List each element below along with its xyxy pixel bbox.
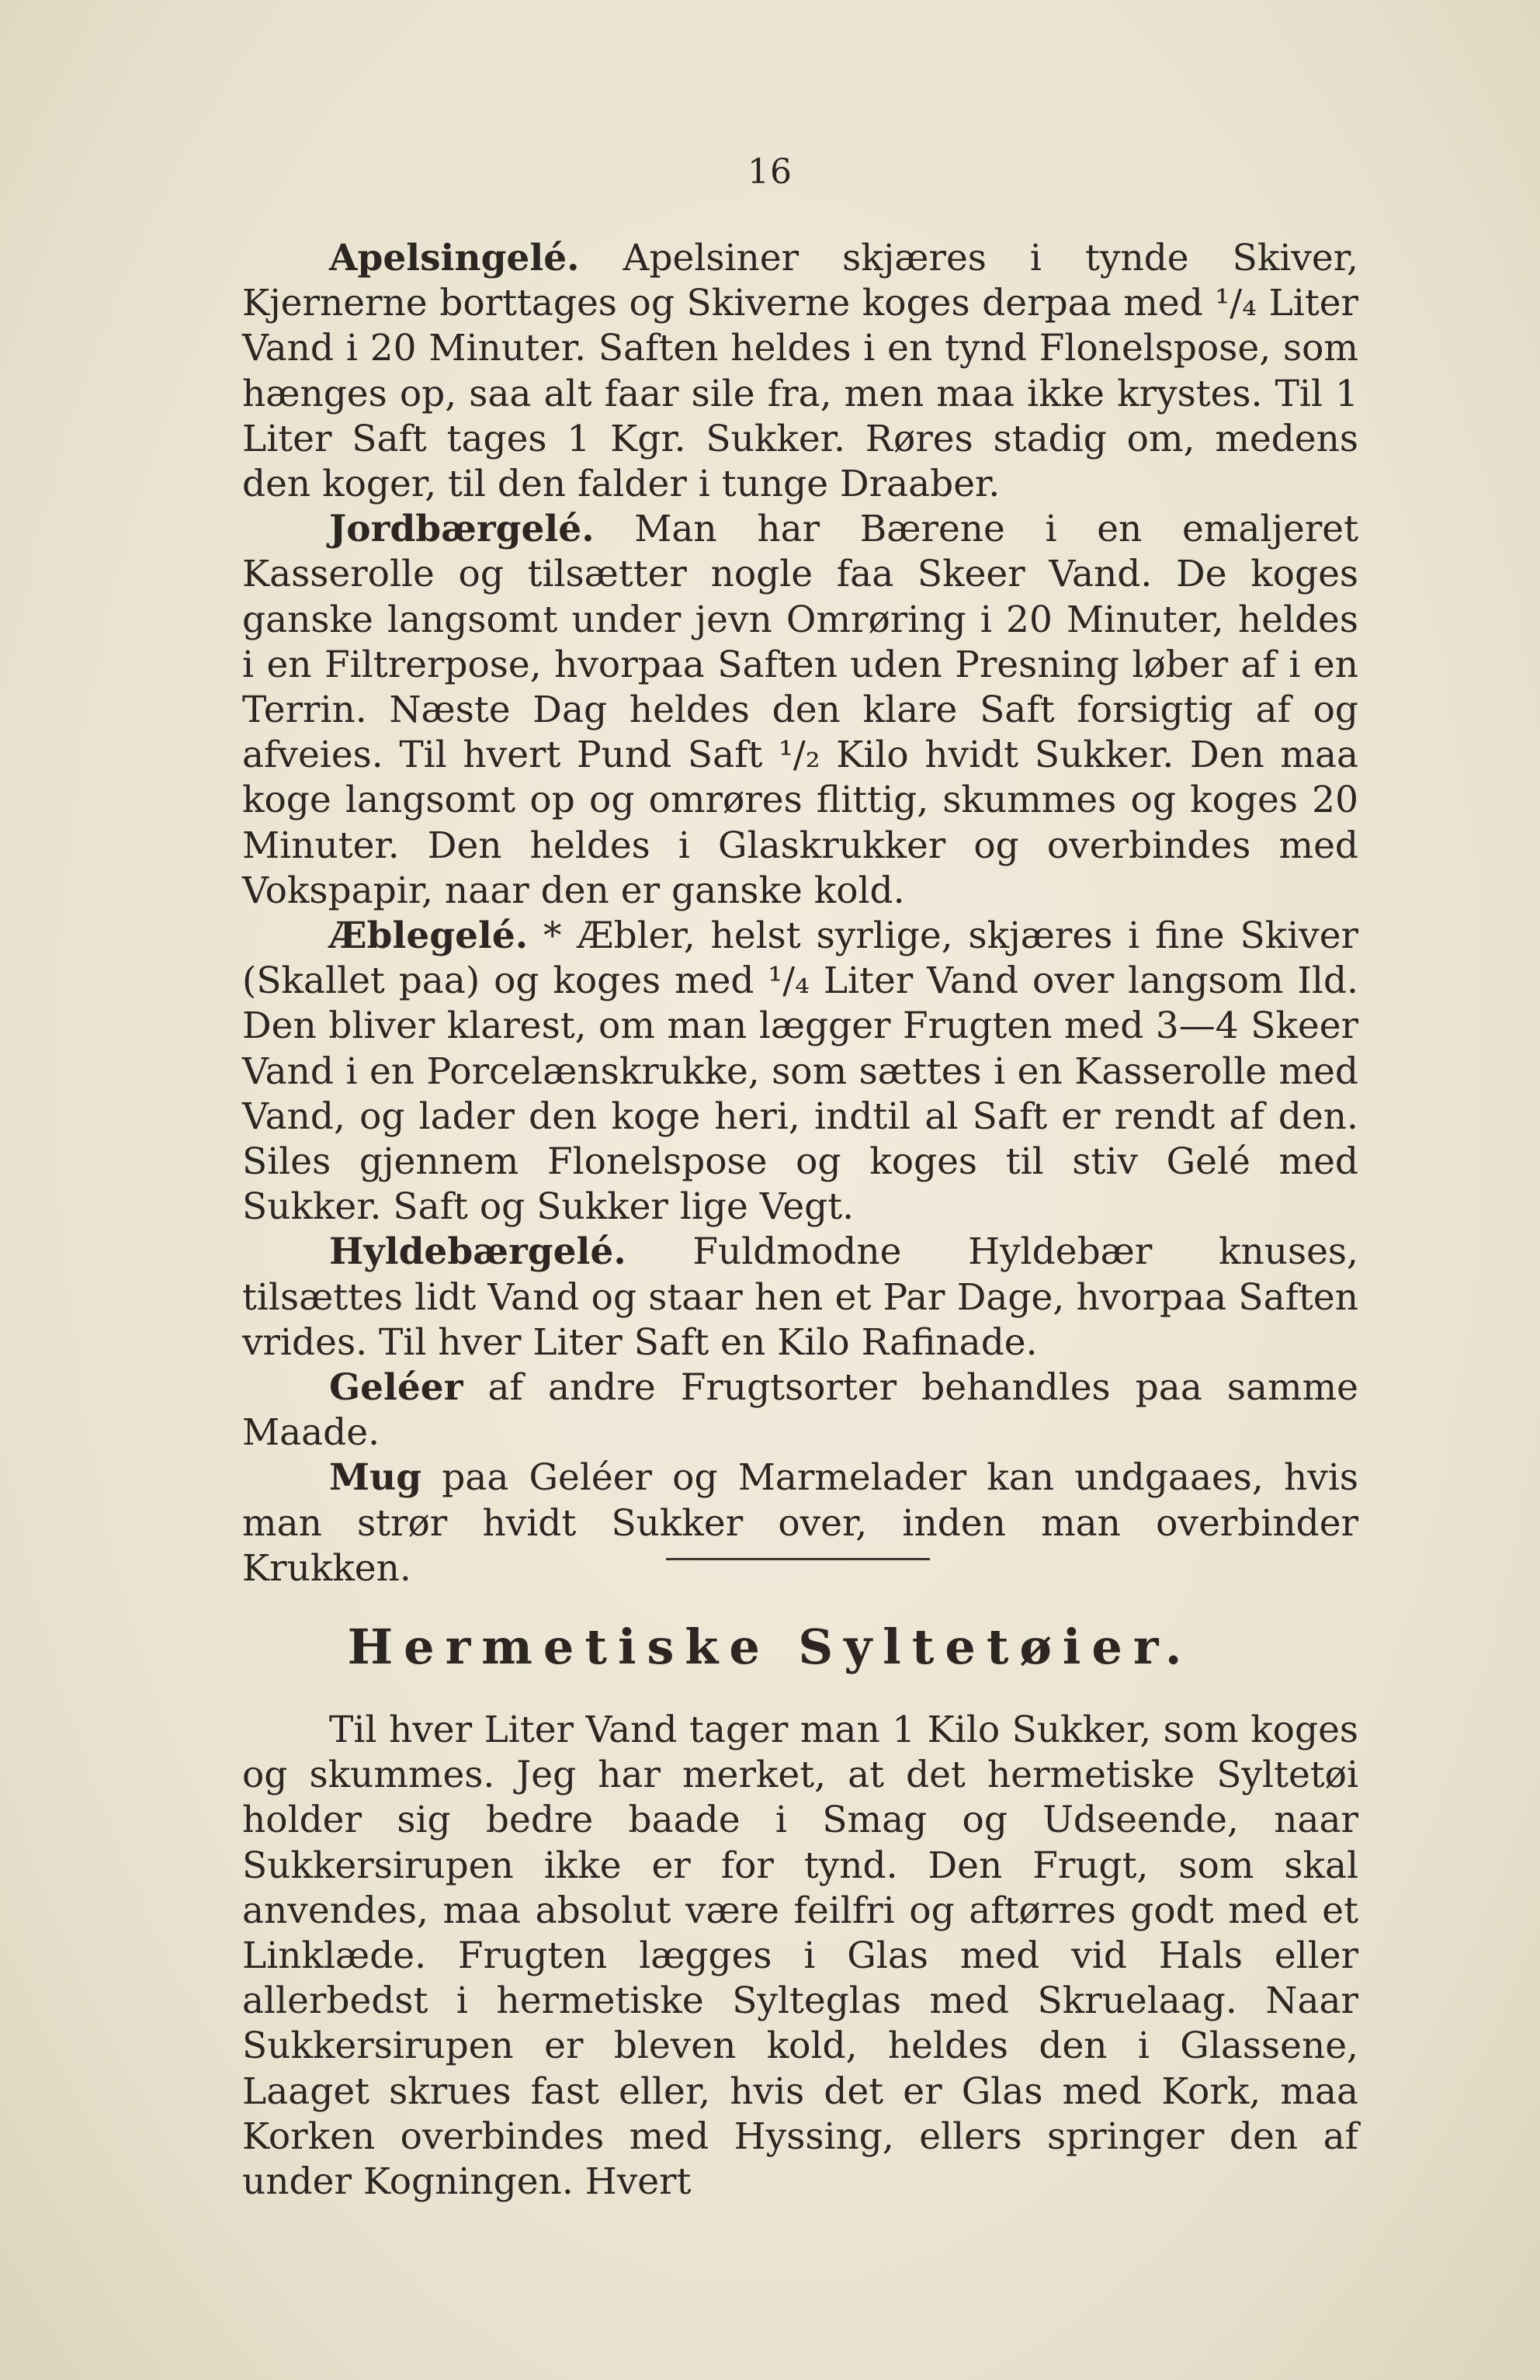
recipe-text: af andre Frugtsorter behandles paa samme Maade. bbox=[242, 1366, 1358, 1455]
section-heading: Hermetiske Syltetøier. bbox=[347, 1618, 1193, 1675]
recipe-mug bbox=[242, 1455, 1358, 1591]
recipe-title: Mug bbox=[329, 1456, 422, 1500]
recipe-aeblegele bbox=[242, 914, 1358, 1230]
recipe-hyldebaergele bbox=[242, 1230, 1358, 1365]
recipe-text: * Æbler, helst syrlige, skjæres i fine Skiver (Skallet paa) og koges med ¹/₄ Liter Vand over langsom Ild. Den bliver klarest, om man lægger Frugten med 3—4 Skeer Vand i en Porcelænskrukke, som sættes i en Kasserolle med Vand, og lader den koge heri, indtil al Saft er rendt af den. Siles gjennem Flonelspose og koges til stiv Gelé med Sukker. Saft og Sukker lige Vegt. bbox=[242, 914, 1358, 1229]
recipe-apelsingele bbox=[242, 236, 1358, 507]
recipe-title: Geléer bbox=[329, 1366, 463, 1410]
section-body bbox=[242, 1708, 1358, 2205]
recipe-title: Apelsingelé. bbox=[329, 237, 580, 279]
recipe-text: Fuldmodne Hyldebær knuses, tilsættes lidt Vand og staar hen et Par Dage, hvorpaa Saften vrides. Til hver Liter Saft en Kilo Rafinade. bbox=[242, 1230, 1358, 1364]
recipe-title: Hyldebærgelé. bbox=[329, 1230, 626, 1274]
recipe-jordbaergele bbox=[242, 507, 1358, 914]
page-number: 16 bbox=[747, 152, 793, 192]
recipe-list bbox=[242, 236, 1358, 1591]
recipe-title: Æblegelé. bbox=[329, 914, 529, 958]
recipe-text: Apelsiner skjæres i tynde Skiver, Kjernerne borttages og Skiverne koges derpaa med ¹/₄ Liter Vand i 20 Minuter. Saften heldes i en tynd Flonelspose, som hænges op, saa alt faar sile fra, men maa ikke krystes. Til 1 Liter Saft tages 1 Kgr. Sukker. Røres stadig om, medens den koger, til den falder i tunge Draaber. bbox=[242, 237, 1358, 506]
section-paragraph: Til hver Liter Vand tager man 1 Kilo Sukker, som koges og skummes. Jeg har merket, at det hermetiske Syltetøi holder sig bedre baade i Smag og Udseende, naar Sukkersirupen ikke er for tynd. Den Frugt, som skal anvendes, maa absolut være feilfri og aftørres godt med et Linklæde. Frugten lægges i Glas med vid Hals eller allerbedst i hermetiske Sylteglas med Skruelaag. Naar Sukkersirupen er bleven kold, heldes den i Glassene, Laaget skrues fast eller, hvis det er Glas med Kork, maa Korken overbindes med Hyssing, ellers springer den af under Kogningen. Hvert bbox=[242, 1709, 1358, 2204]
recipe-text: Man har Bærene i en emaljeret Kasserolle og tilsætter nogle faa Skeer Vand. De koges ganske langsomt under jevn Omrøring i 20 Minuter, heldes i en Filtrerpose, hvorpaa Saften uden Presning løber af i en Terrin. Næste Dag heldes den klare Saft forsigtig af og afveies. Til hvert Pund Saft ¹/₂ Kilo hvidt Sukker. Den maa koge langsomt op og omrøres flittig, skummes og koges 20 Minuter. Den heldes i Glaskrukker og overbindes med Vokspapir, naar den er ganske kold. bbox=[242, 508, 1358, 912]
recipe-text: paa Geléer og Marmelader kan undgaaes, hvis man strør hvidt Sukker over, inden man overbinder Krukken. bbox=[242, 1456, 1358, 1590]
recipe-title: Jordbærgelé. bbox=[329, 508, 595, 551]
section-divider bbox=[666, 1558, 930, 1560]
recipe-geleer bbox=[242, 1365, 1358, 1455]
